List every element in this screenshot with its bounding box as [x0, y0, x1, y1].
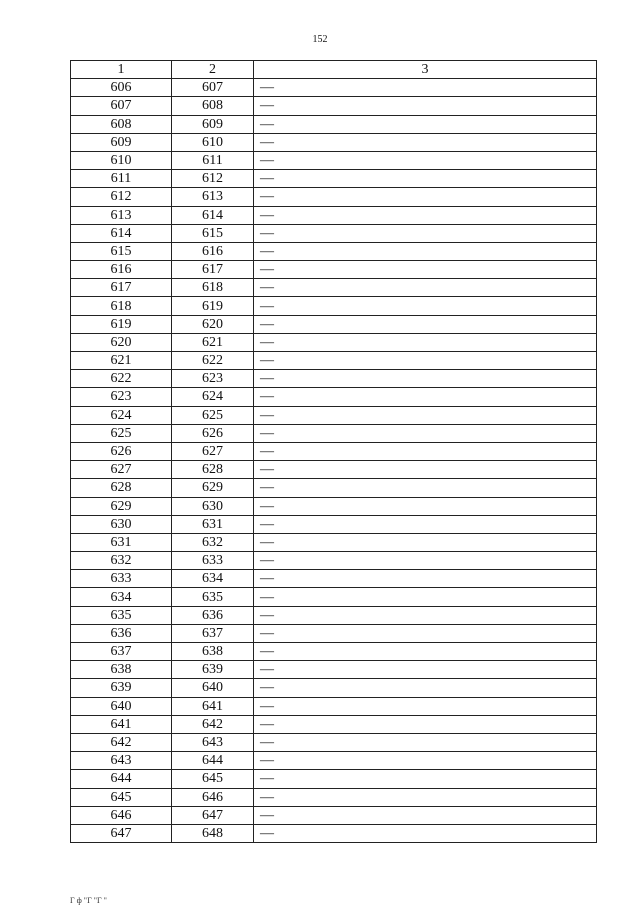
table-cell-col-1: 618 [71, 297, 172, 315]
table-cell-col-3: — [254, 497, 597, 515]
table-cell-col-2: 609 [172, 115, 254, 133]
table-cell-col-3: — [254, 279, 597, 297]
table-cell-col-2: 641 [172, 697, 254, 715]
table-row [71, 697, 597, 715]
table-cell-col-1: 609 [71, 133, 172, 151]
table-cell-col-1: 621 [71, 352, 172, 370]
table-cell-col-3: — [254, 224, 597, 242]
table-cell-col-2: 624 [172, 388, 254, 406]
table-cell-col-3: — [254, 643, 597, 661]
table-cell-col-3: — [254, 442, 597, 460]
table-row [71, 315, 597, 333]
table-row [71, 806, 597, 824]
table-cell-col-1: 633 [71, 570, 172, 588]
table-cell-col-1: 611 [71, 170, 172, 188]
table-row [71, 352, 597, 370]
table-cell-col-2: 646 [172, 788, 254, 806]
table-cell-col-1: 613 [71, 206, 172, 224]
table-cell-col-2: 630 [172, 497, 254, 515]
table-cell-col-2: 614 [172, 206, 254, 224]
table-cell-col-2: 610 [172, 133, 254, 151]
table-row [71, 133, 597, 151]
table-cell-col-1: 622 [71, 370, 172, 388]
table-row [71, 643, 597, 661]
table-row [71, 170, 597, 188]
table-row [71, 824, 597, 842]
table-cell-col-2: 644 [172, 752, 254, 770]
table-row [71, 442, 597, 460]
table-cell-col-2: 636 [172, 606, 254, 624]
table-row [71, 424, 597, 442]
table-cell-col-1: 643 [71, 752, 172, 770]
table-cell-col-2: 616 [172, 242, 254, 260]
table-cell-col-2: 632 [172, 533, 254, 551]
table-cell-col-3: — [254, 570, 597, 588]
table-cell-col-1: 617 [71, 279, 172, 297]
table-cell-col-2: 631 [172, 515, 254, 533]
table-cell-col-3: — [254, 79, 597, 97]
table-cell-col-1: 631 [71, 533, 172, 551]
table-cell-col-2: 648 [172, 824, 254, 842]
table-cell-col-3: — [254, 315, 597, 333]
table-cell-col-2: 637 [172, 624, 254, 642]
table-cell-col-3: — [254, 133, 597, 151]
table-row [71, 515, 597, 533]
table-cell-col-3: — [254, 661, 597, 679]
table-cell-col-1: 610 [71, 151, 172, 169]
table-row [71, 752, 597, 770]
table-cell-col-2: 615 [172, 224, 254, 242]
table-cell-col-3: — [254, 297, 597, 315]
table-cell-col-1: 606 [71, 79, 172, 97]
table-row [71, 224, 597, 242]
table-cell-col-2: 618 [172, 279, 254, 297]
table-cell-col-1: 614 [71, 224, 172, 242]
table-cell-col-2: 643 [172, 733, 254, 751]
table-cell-col-3: — [254, 697, 597, 715]
table-cell-col-3: — [254, 370, 597, 388]
table-cell-col-3: — [254, 752, 597, 770]
table-cell-col-1: 646 [71, 806, 172, 824]
table-cell-col-2: 645 [172, 770, 254, 788]
table-row [71, 279, 597, 297]
data-table [70, 60, 597, 843]
table-row [71, 261, 597, 279]
table-cell-col-3: — [254, 806, 597, 824]
table-cell-col-2: 622 [172, 352, 254, 370]
table-row [71, 151, 597, 169]
table-row [71, 661, 597, 679]
table-cell-col-1: 626 [71, 442, 172, 460]
table-row [71, 733, 597, 751]
table-cell-col-2: 612 [172, 170, 254, 188]
table-cell-col-2: 647 [172, 806, 254, 824]
table-cell-col-2: 640 [172, 679, 254, 697]
table-row [71, 297, 597, 315]
table-cell-col-3: — [254, 770, 597, 788]
table-row [71, 624, 597, 642]
table-cell-col-3: — [254, 242, 597, 260]
table-cell-col-3: — [254, 788, 597, 806]
table-cell-col-1: 625 [71, 424, 172, 442]
table-cell-col-1: 635 [71, 606, 172, 624]
table-row [71, 770, 597, 788]
table-cell-col-3: — [254, 206, 597, 224]
table-cell-col-1: 639 [71, 679, 172, 697]
table-cell-col-1: 623 [71, 388, 172, 406]
table-cell-col-3: — [254, 715, 597, 733]
table-row [71, 206, 597, 224]
table-cell-col-1: 619 [71, 315, 172, 333]
table-cell-col-1: 630 [71, 515, 172, 533]
table-cell-col-3: — [254, 588, 597, 606]
table-cell-col-3: — [254, 824, 597, 842]
table-cell-col-1: 638 [71, 661, 172, 679]
table-cell-col-2: 635 [172, 588, 254, 606]
footer-text: Г ф "Г "Г " [70, 896, 107, 905]
table-cell-col-2: 617 [172, 261, 254, 279]
table-cell-col-3: — [254, 261, 597, 279]
table-row [71, 388, 597, 406]
table-row [71, 533, 597, 551]
table-cell-col-3: — [254, 533, 597, 551]
table-cell-col-2: 608 [172, 97, 254, 115]
table-row [71, 406, 597, 424]
table-row [71, 679, 597, 697]
table-cell-col-2: 639 [172, 661, 254, 679]
column-header-3: 3 [254, 61, 597, 79]
table-row [71, 242, 597, 260]
table-cell-col-2: 634 [172, 570, 254, 588]
table-cell-col-2: 638 [172, 643, 254, 661]
table-cell-col-1: 615 [71, 242, 172, 260]
table-cell-col-3: — [254, 606, 597, 624]
table-cell-col-1: 647 [71, 824, 172, 842]
table-cell-col-3: — [254, 151, 597, 169]
table-row [71, 97, 597, 115]
table-cell-col-1: 629 [71, 497, 172, 515]
table-cell-col-3: — [254, 352, 597, 370]
table-row [71, 588, 597, 606]
table-row [71, 788, 597, 806]
table-row [71, 115, 597, 133]
table-cell-col-3: — [254, 115, 597, 133]
table-cell-col-2: 613 [172, 188, 254, 206]
table-cell-col-3: — [254, 188, 597, 206]
table-cell-col-1: 620 [71, 333, 172, 351]
table-row [71, 333, 597, 351]
table-cell-col-2: 607 [172, 79, 254, 97]
table-cell-col-2: 620 [172, 315, 254, 333]
table-cell-col-3: — [254, 97, 597, 115]
table-cell-col-1: 641 [71, 715, 172, 733]
table-cell-col-3: — [254, 406, 597, 424]
table-row [71, 497, 597, 515]
table-cell-col-3: — [254, 624, 597, 642]
table-cell-col-2: 611 [172, 151, 254, 169]
table-row [71, 570, 597, 588]
table-row [71, 606, 597, 624]
page-number: 152 [312, 34, 328, 45]
table-cell-col-1: 636 [71, 624, 172, 642]
table-cell-col-3: — [254, 461, 597, 479]
table-cell-col-1: 608 [71, 115, 172, 133]
column-header-1: 1 [71, 61, 172, 79]
table-cell-col-1: 632 [71, 552, 172, 570]
table-cell-col-2: 621 [172, 333, 254, 351]
column-header-2: 2 [172, 61, 254, 79]
table-cell-col-2: 629 [172, 479, 254, 497]
table-row [71, 370, 597, 388]
table-cell-col-1: 644 [71, 770, 172, 788]
table-cell-col-1: 607 [71, 97, 172, 115]
table-cell-col-2: 627 [172, 442, 254, 460]
table-row [71, 479, 597, 497]
table-cell-col-3: — [254, 552, 597, 570]
table-cell-col-2: 628 [172, 461, 254, 479]
table-cell-col-3: — [254, 424, 597, 442]
table-cell-col-1: 640 [71, 697, 172, 715]
table-cell-col-1: 624 [71, 406, 172, 424]
table-cell-col-1: 642 [71, 733, 172, 751]
table-cell-col-3: — [254, 333, 597, 351]
table-row [71, 715, 597, 733]
table-row [71, 79, 597, 97]
table-cell-col-3: — [254, 515, 597, 533]
table-cell-col-2: 623 [172, 370, 254, 388]
table-row [71, 461, 597, 479]
table-header-row [71, 61, 597, 79]
table-cell-col-1: 616 [71, 261, 172, 279]
table-cell-col-1: 628 [71, 479, 172, 497]
table-cell-col-2: 625 [172, 406, 254, 424]
table-cell-col-2: 626 [172, 424, 254, 442]
table-cell-col-1: 637 [71, 643, 172, 661]
table-cell-col-1: 627 [71, 461, 172, 479]
table-body [71, 79, 597, 843]
table-row [71, 188, 597, 206]
table-cell-col-2: 642 [172, 715, 254, 733]
table-cell-col-3: — [254, 733, 597, 751]
table-cell-col-3: — [254, 679, 597, 697]
table-cell-col-3: — [254, 388, 597, 406]
table-row [71, 552, 597, 570]
table-cell-col-2: 619 [172, 297, 254, 315]
table-cell-col-1: 634 [71, 588, 172, 606]
table-cell-col-1: 645 [71, 788, 172, 806]
table-cell-col-3: — [254, 479, 597, 497]
table-cell-col-2: 633 [172, 552, 254, 570]
table-cell-col-3: — [254, 170, 597, 188]
table-cell-col-1: 612 [71, 188, 172, 206]
